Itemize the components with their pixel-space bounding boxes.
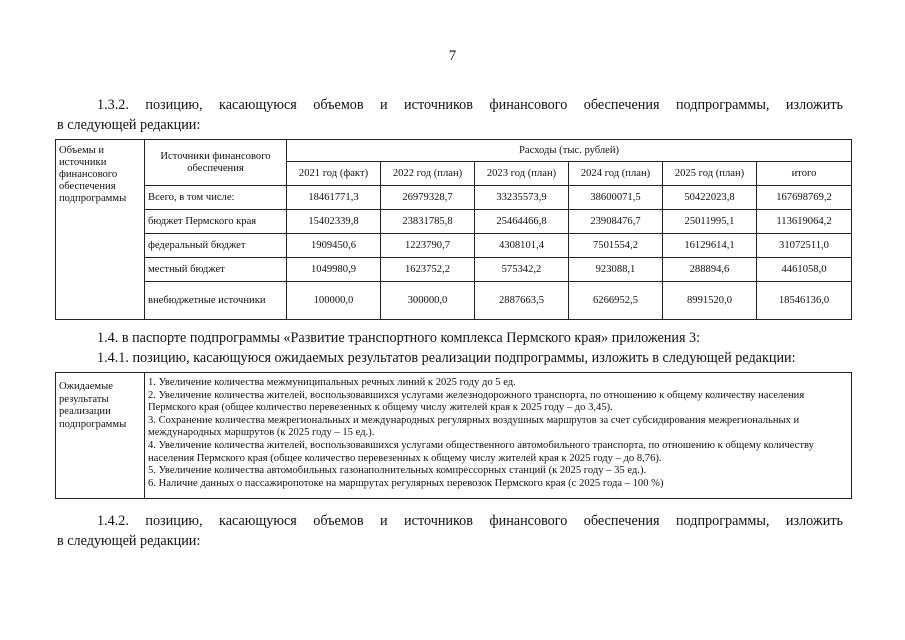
expenses-header: Расходы (тыс. рублей)	[287, 140, 852, 162]
table-cell: 923088,1	[569, 258, 663, 282]
table-cell: 50422023,8	[663, 186, 757, 210]
table-cell: 33235573,9	[475, 186, 569, 210]
table-cell: 8991520,0	[663, 282, 757, 320]
year-header: 2021 год (факт)	[287, 162, 381, 186]
year-header: 2025 год (план)	[663, 162, 757, 186]
table-cell: 4308101,4	[475, 234, 569, 258]
list-item: 4. Увеличение количества жителей, воспользовавшихся услугами общественного автомобильного транспорта, по отношению к общему количеству населения Пермского края (общее количество перевезенных к общему числу жителей края к 2025 году – до 8,76).	[148, 439, 814, 464]
table-cell: 23831785,8	[381, 210, 475, 234]
table-cell: 113619064,2	[757, 210, 852, 234]
list-item: 1. Увеличение количества межмуниципальных речных линий к 2025 году до 5 ед.	[148, 377, 516, 388]
list-item: 5. Увеличение количества автомобильных газонаполнительных компрессорных станций (к 2025 году – 35 ед.).	[148, 465, 647, 477]
results-table	[55, 372, 852, 499]
table-cell: 7501554,2	[569, 234, 663, 258]
total-header: итого	[757, 162, 852, 186]
table-row	[56, 234, 852, 258]
table-cell: 300000,0	[381, 282, 475, 320]
paragraph-1-4-2-continuation: в следующей редакции:	[57, 533, 201, 549]
year-header: 2023 год (план)	[475, 162, 569, 186]
list-item: 2. Увеличение количества жителей, воспользовавшихся услугами железнодорожного транспорта, по отношению к общему количеству населения Пермского края (общее количество перевезенных к общему числу жителей края к 2025 году – до 3,45).	[148, 389, 805, 414]
table-cell: 38600071,5	[569, 186, 663, 210]
paragraph-1-3-2: 1.3.2. позицию, касающуюся объемов и источников финансового обеспечения подпрограммы, изложить	[97, 97, 843, 113]
financing-table	[55, 139, 852, 320]
row-label: федеральный бюджет	[145, 234, 287, 258]
sources-header: Источники финансового обеспечения	[145, 140, 287, 186]
paragraph-1-4: 1.4. в паспорте подпрограммы «Развитие транспортного комплекса Пермского края» приложения 3:	[97, 330, 701, 346]
table-row	[56, 282, 852, 320]
table-cell: 2887663,5	[475, 282, 569, 320]
table-row	[56, 258, 852, 282]
financing-section-label: Объемы и источники финансового обеспечения подпрограммы	[56, 140, 145, 320]
table-cell: 288894,6	[663, 258, 757, 282]
table-cell: 6266952,5	[569, 282, 663, 320]
table-row	[56, 210, 852, 234]
table-row	[56, 186, 852, 210]
table-cell: 26979328,7	[381, 186, 475, 210]
table-cell: 1223790,7	[381, 234, 475, 258]
row-label: бюджет Пермского края	[145, 210, 287, 234]
list-item: 3. Сохранение количества межрегиональных и международных регулярных воздушных маршрутов за счет субсидирования межрегиональных и международных маршрутов (к 2025 году – 15 ед.).	[148, 414, 800, 439]
table-cell: 18546136,0	[757, 282, 852, 320]
paragraph-1-4-2: 1.4.2. позицию, касающуюся объемов и источников финансового обеспечения подпрограммы, изложить	[97, 513, 843, 529]
paragraph-1-4-1: 1.4.1. позицию, касающуюся ожидаемых результатов реализации подпрограммы, изложить в следующей редакции:	[97, 350, 796, 366]
year-header: 2024 год (план)	[569, 162, 663, 186]
table-cell: 167698769,2	[757, 186, 852, 210]
row-label: местный бюджет	[145, 258, 287, 282]
results-section-label: Ожидаемые результаты реализации подпрограммы	[56, 373, 145, 499]
table-cell: 575342,2	[475, 258, 569, 282]
paragraph-1-3-2-continuation: в следующей редакции:	[57, 117, 201, 133]
table-cell: 25464466,8	[475, 210, 569, 234]
page-number: 7	[448, 48, 457, 64]
table-cell: 100000,0	[287, 282, 381, 320]
table-cell: 1623752,2	[381, 258, 475, 282]
year-header: 2022 год (план)	[381, 162, 475, 186]
table-cell: 4461058,0	[757, 258, 852, 282]
table-cell: 1909450,6	[287, 234, 381, 258]
table-cell: 25011995,1	[663, 210, 757, 234]
row-label: Всего, в том числе:	[145, 186, 287, 210]
table-cell: 23908476,7	[569, 210, 663, 234]
row-label: внебюджетные источники	[145, 282, 287, 320]
table-cell: 31072511,0	[757, 234, 852, 258]
table-cell: 1049980,9	[287, 258, 381, 282]
results-list	[145, 373, 852, 499]
table-cell: 15402339,8	[287, 210, 381, 234]
list-item: 6. Наличие данных о пассажиропотоке на маршрутах регулярных перевозок Пермского края (с 2025 года – 100 %)	[148, 477, 664, 489]
table-cell: 16129614,1	[663, 234, 757, 258]
table-cell: 18461771,3	[287, 186, 381, 210]
